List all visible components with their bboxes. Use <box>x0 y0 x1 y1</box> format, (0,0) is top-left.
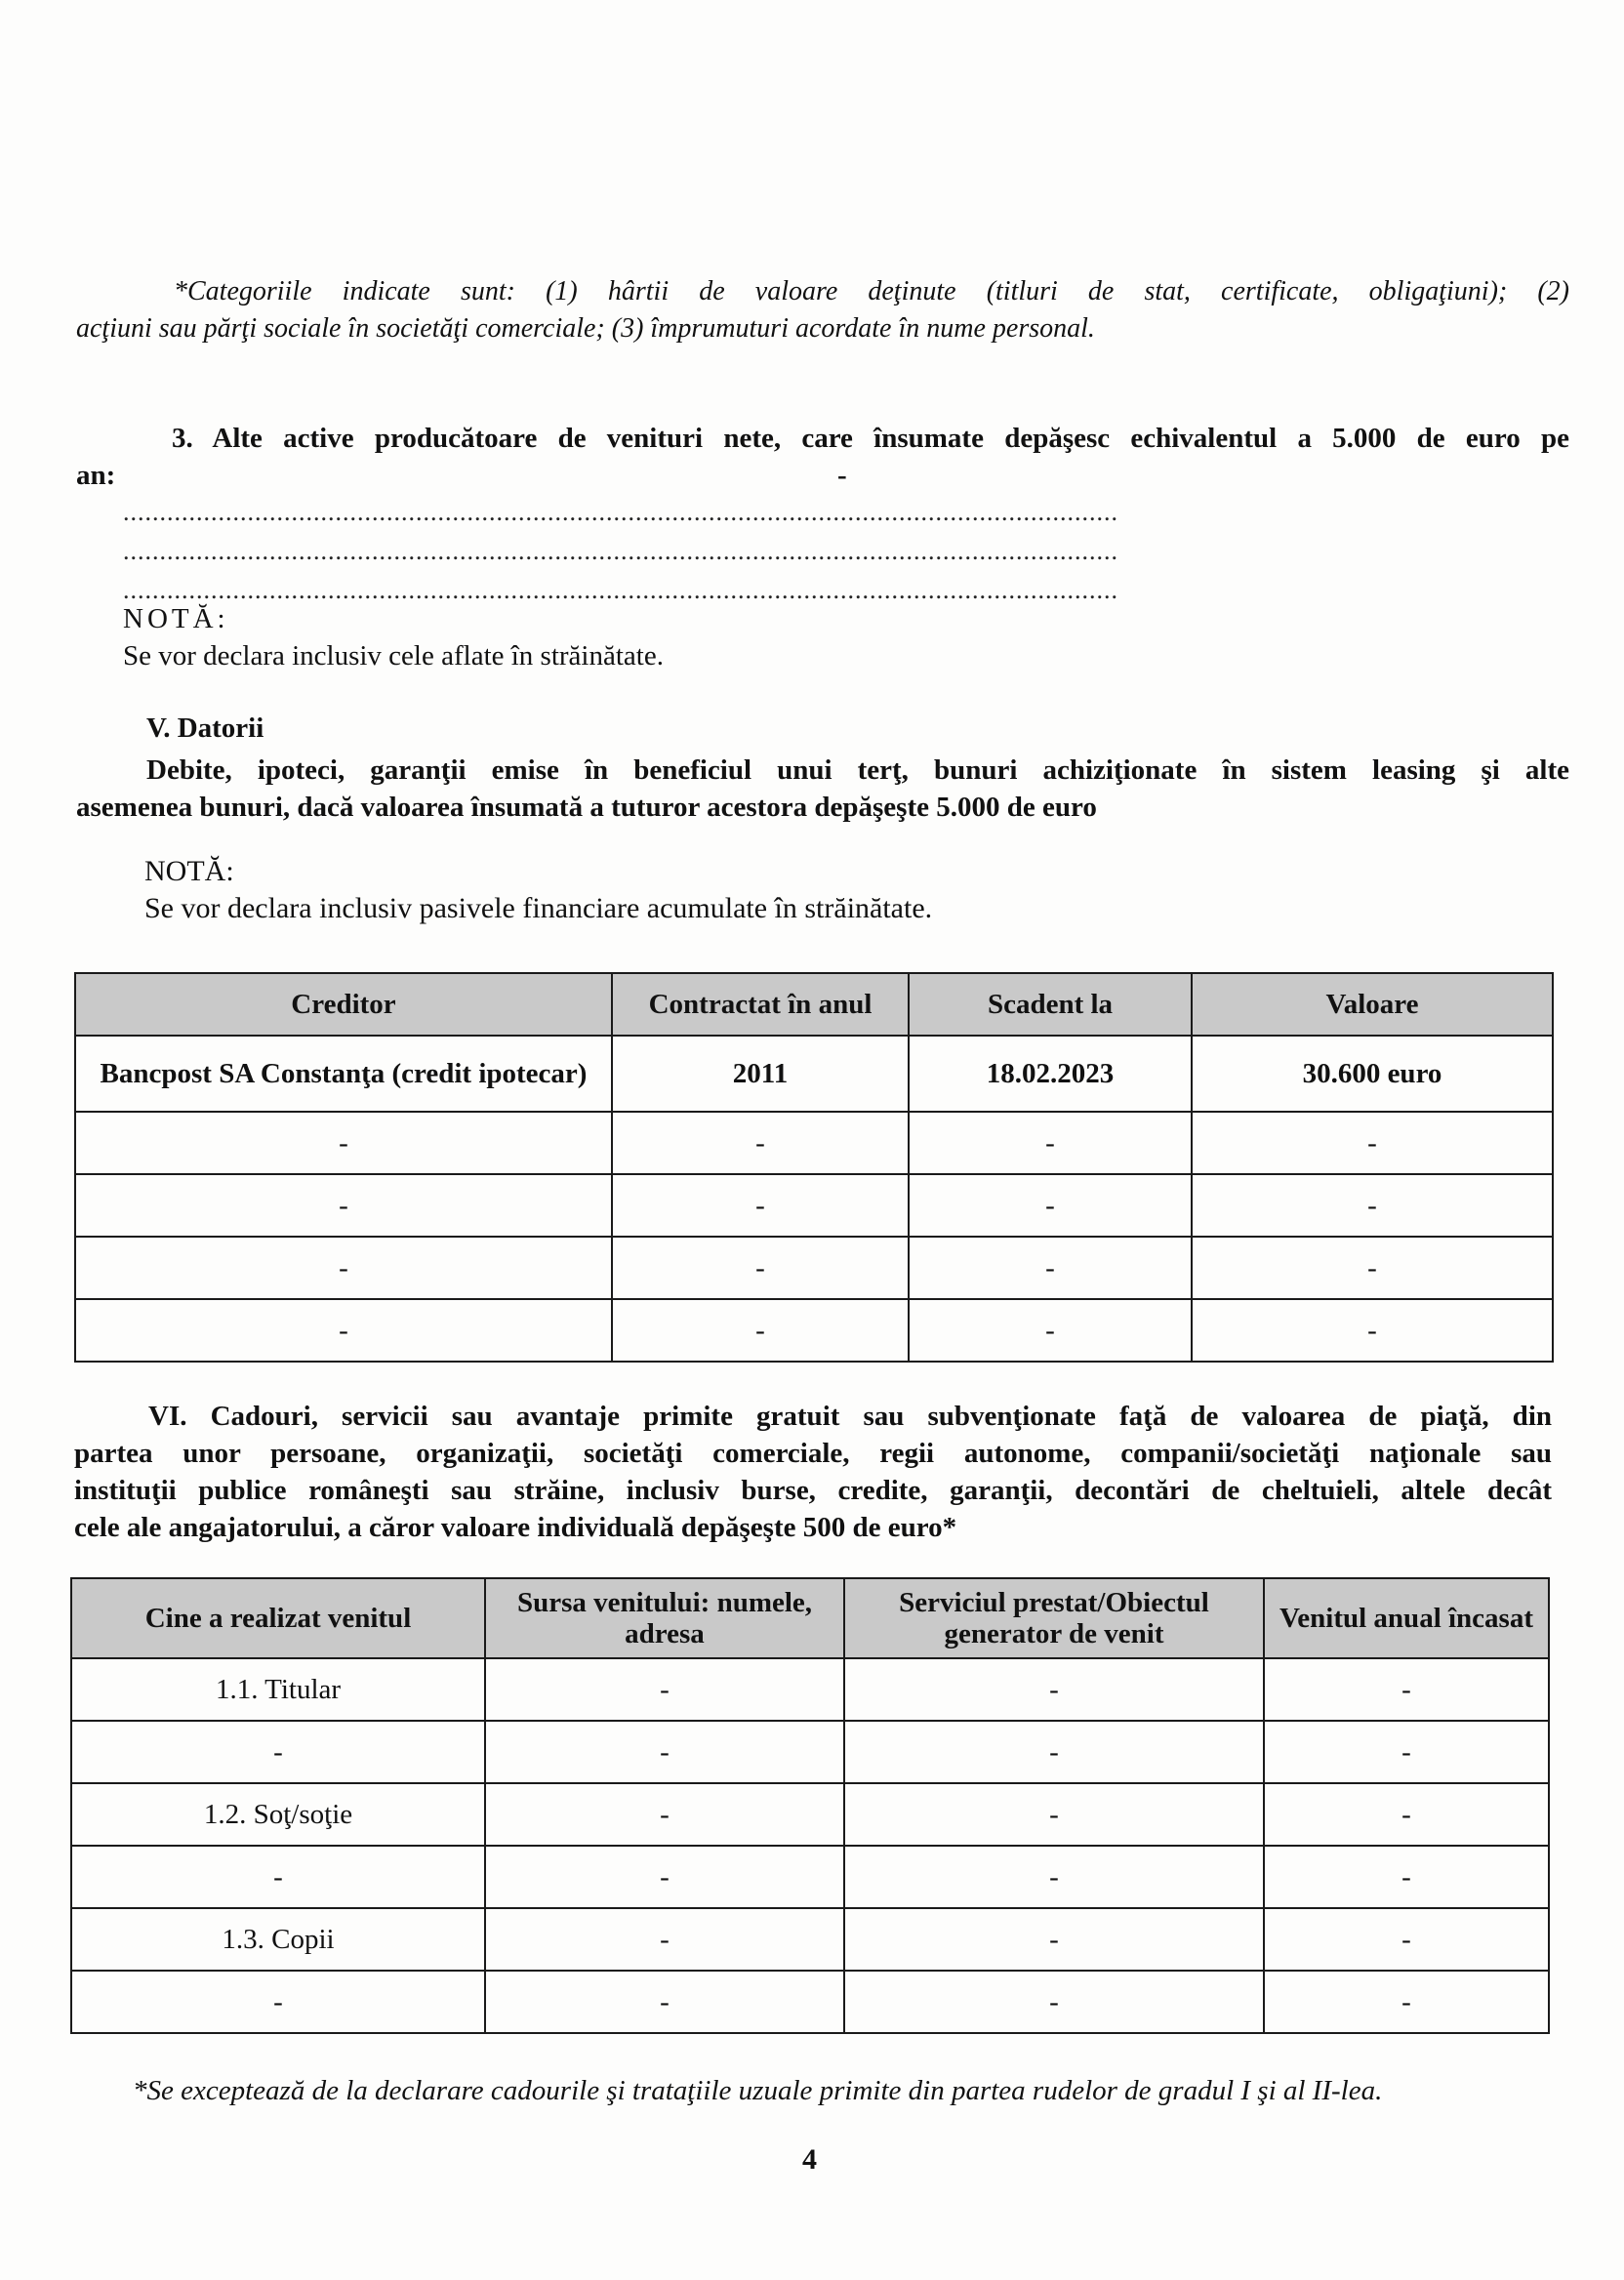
table-row <box>71 1721 1549 1783</box>
gifts-header-source: Sursa venitului: numele, adresa <box>485 1578 844 1658</box>
table-row <box>75 1299 1553 1362</box>
section6-title-line3: instituţii publice româneşti sau străine, inclusiv burse, credite, garanţii, decontări de cheltuieli, altele decât <box>74 1475 1552 1506</box>
section3-dash: - <box>837 460 847 491</box>
table-row <box>75 1112 1553 1174</box>
debts-cell: - <box>75 1299 612 1362</box>
gifts-cell: - <box>1264 1783 1549 1846</box>
section3-heading-line2: an: <box>76 460 116 491</box>
gifts-cell: - <box>485 1721 844 1783</box>
debts-cell: - <box>909 1174 1192 1237</box>
gifts-cell: - <box>485 1846 844 1908</box>
section3-heading <box>76 420 1569 494</box>
gifts-header-who: Cine a realizat venitul <box>71 1578 485 1658</box>
debts-cell: 2011 <box>612 1036 909 1112</box>
table-row <box>71 1908 1549 1971</box>
categories-footnote-line2: acţiuni sau părţi sociale în societăţi comerciale; (3) împrumuturi acordate în nume personal. <box>76 313 1095 344</box>
debts-cell: - <box>1192 1237 1553 1299</box>
gifts-cell: - <box>1264 1658 1549 1721</box>
bottom-footnote: *Se exceptează de la declarare cadourile şi trataţiile uzuale primite din partea rudelor de gradul I şi al II-lea. <box>133 2075 1383 2106</box>
debts-cell: - <box>75 1112 612 1174</box>
section3-nota-label: NOTĂ: <box>123 603 229 634</box>
section6-title-line1: VI. Cadouri, servicii sau avantaje primite gratuit sau subvenţionate faţă de valoarea de piaţă, din <box>148 1401 1552 1432</box>
section6-title-line2: partea unor persoane, organizaţii, societăţi comerciale, regii autonome, companii/societăţi naţionale sau <box>74 1438 1552 1469</box>
debts-header-year: Contractat în anul <box>612 973 909 1036</box>
debts-cell: - <box>612 1174 909 1237</box>
debts-cell: - <box>75 1174 612 1237</box>
debts-cell: - <box>909 1299 1192 1362</box>
gifts-header-income: Venitul anual încasat <box>1264 1578 1549 1658</box>
gifts-cell: - <box>485 1783 844 1846</box>
section6-title <box>74 1398 1552 1546</box>
dotted-line-1: ........................................................................................................................................ <box>123 498 1118 526</box>
table-row <box>71 1783 1549 1846</box>
gifts-cell: - <box>1264 1908 1549 1971</box>
gifts-cell: - <box>1264 1971 1549 2033</box>
gifts-cell: - <box>71 1971 485 2033</box>
gifts-cell: - <box>844 1783 1264 1846</box>
gifts-cell: 1.3. Copii <box>71 1908 485 1971</box>
debts-cell: - <box>1192 1299 1553 1362</box>
section5-nota-text: Se vor declara inclusiv pasivele financiare acumulate în străinătate. <box>144 892 933 924</box>
gifts-cell: - <box>1264 1721 1549 1783</box>
gifts-cell: - <box>844 1971 1264 2033</box>
section5-nota-label: NOTĂ: <box>144 855 234 887</box>
gifts-cell: - <box>71 1846 485 1908</box>
debts-cell: - <box>909 1237 1192 1299</box>
debts-cell: - <box>909 1112 1192 1174</box>
debts-header-value: Valoare <box>1192 973 1553 1036</box>
debts-cell: - <box>75 1237 612 1299</box>
table-row <box>75 1036 1553 1112</box>
debts-cell: - <box>612 1237 909 1299</box>
section5-desc-line2: asemenea bunuri, dacă valoarea însumată a tuturor acestora depăşeşte 5.000 de euro <box>76 792 1097 823</box>
section3-heading-line1: 3. Alte active producătoare de venituri nete, care însumate depăşesc echivalentul a 5.000 de euro pe <box>172 423 1569 454</box>
dotted-line-3: ........................................................................................................................................ <box>123 576 1118 604</box>
gifts-cell: - <box>844 1846 1264 1908</box>
section5-title: V. Datorii <box>146 712 264 744</box>
gifts-cell: - <box>71 1721 485 1783</box>
gifts-cell: - <box>485 1971 844 2033</box>
gifts-header-service: Serviciul prestat/Obiectul generator de venit <box>844 1578 1264 1658</box>
dotted-line-2: ........................................................................................................................................ <box>123 537 1118 565</box>
debts-cell: 30.600 euro <box>1192 1036 1553 1112</box>
categories-footnote-line1: *Categoriile indicate sunt: (1) hârtii de valoare deţinute (titluri de stat, certificate, obligaţiuni); (2) <box>174 276 1569 306</box>
table-row <box>71 1971 1549 2033</box>
section5-description <box>76 752 1569 826</box>
categories-footnote <box>76 273 1569 347</box>
debts-cell: - <box>1192 1174 1553 1237</box>
debts-cell: Bancpost SA Constanţa (credit ipotecar) <box>75 1036 612 1112</box>
debts-table <box>74 972 1554 1363</box>
gifts-cell: - <box>844 1658 1264 1721</box>
gifts-cell: 1.2. Soţ/soţie <box>71 1783 485 1846</box>
section3-nota-text: Se vor declara inclusiv cele aflate în străinătate. <box>123 640 664 672</box>
section5-desc-line1: Debite, ipoteci, garanţii emise în beneficiul unui terţ, bunuri achiziţionate în sistem leasing şi alte <box>146 754 1569 786</box>
table-row <box>75 1237 1553 1299</box>
debts-cell: - <box>612 1299 909 1362</box>
page-number: 4 <box>802 2143 817 2176</box>
table-row <box>71 1846 1549 1908</box>
gifts-cell: - <box>485 1658 844 1721</box>
debts-cell: 18.02.2023 <box>909 1036 1192 1112</box>
debts-cell: - <box>612 1112 909 1174</box>
gifts-table <box>70 1577 1550 2034</box>
debts-header-due: Scadent la <box>909 973 1192 1036</box>
gifts-cell: - <box>844 1908 1264 1971</box>
debts-cell: - <box>1192 1112 1553 1174</box>
gifts-cell: - <box>485 1908 844 1971</box>
gifts-cell: - <box>1264 1846 1549 1908</box>
debts-header-creditor: Creditor <box>75 973 612 1036</box>
table-row <box>71 1658 1549 1721</box>
table-row <box>75 1174 1553 1237</box>
gifts-cell: - <box>844 1721 1264 1783</box>
gifts-cell: 1.1. Titular <box>71 1658 485 1721</box>
section6-title-line4: cele ale angajatorului, a căror valoare individuală depăşeşte 500 de euro* <box>74 1512 957 1543</box>
